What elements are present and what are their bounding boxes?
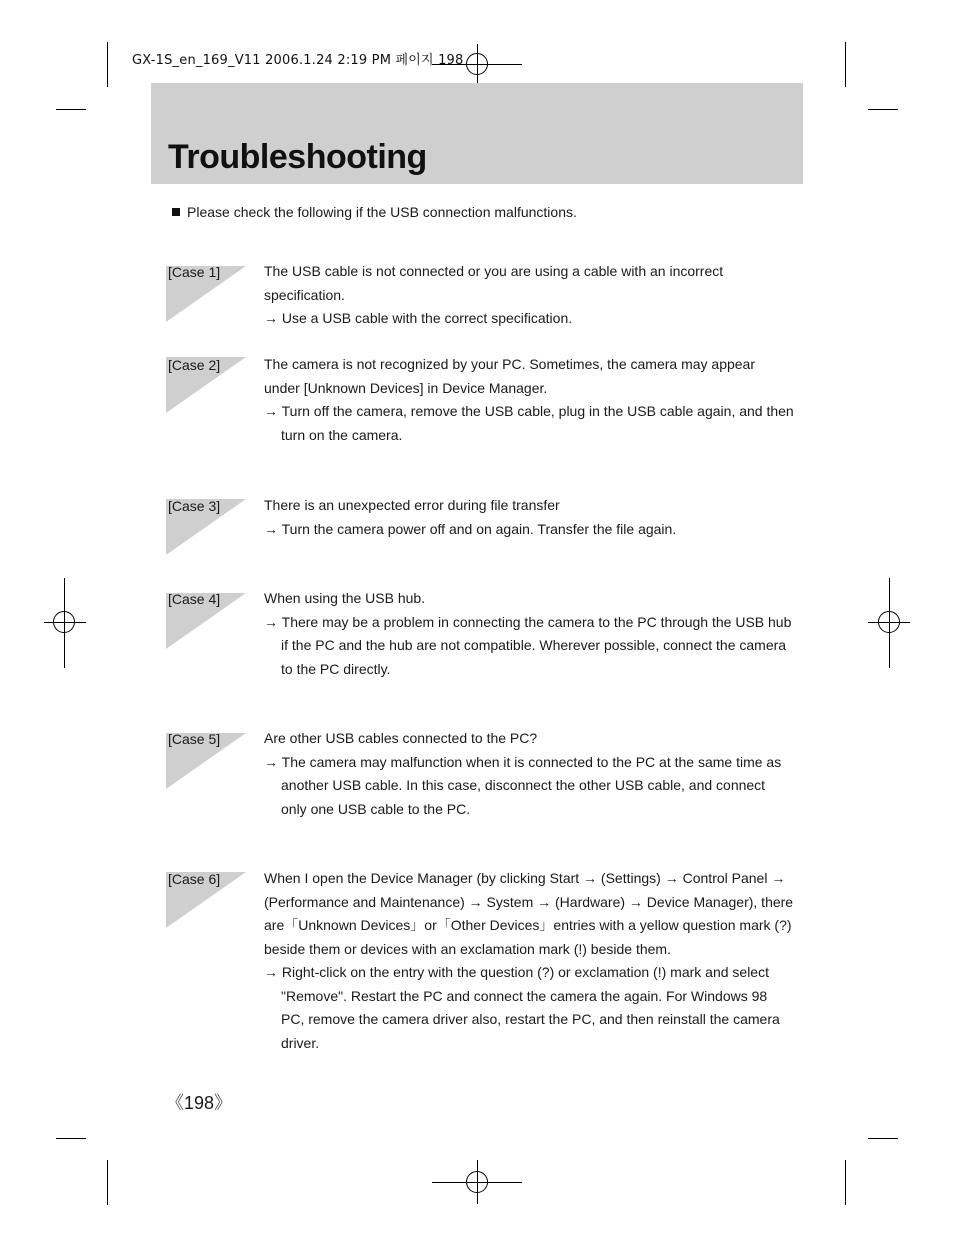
page-number: 《198》 [166, 1093, 233, 1113]
case-1-solution: → Use a USB cable with the correct specification. [264, 310, 573, 326]
case-3-body [264, 494, 794, 541]
case-6-label: [Case 6] [168, 871, 221, 887]
case-6-solution: → Right-click on the entry with the question (?) or exclamation (!) mark and select "Remove". Restart the PC and connect the camera the again. For Windows 98 PC, remove the camera driver also, restart the PC, and then reinstall the camera driver. [264, 964, 780, 1051]
case-6-body [264, 867, 794, 1055]
case-3-label: [Case 3] [168, 498, 221, 514]
case-4-problem: When using the USB hub. [264, 590, 426, 606]
print-header: GX-1S_en_169_V11 2006.1.24 2:19 PM 페이지 198 [132, 53, 464, 68]
case-4-body [264, 587, 794, 681]
case-5-problem: Are other USB cables connected to the PC? [264, 730, 538, 746]
case-1-label: [Case 1] [168, 264, 221, 280]
crop-mark [845, 1160, 846, 1205]
case-2-label: [Case 2] [168, 357, 221, 373]
case-5-label: [Case 5] [168, 731, 221, 747]
case-6-problem: When I open the Device Manager (by clicking Start → (Settings) → Control Panel → (Performance and Maintenance) → System → (Hardware) → Device Manager), there are「Unknown Devices」or「Other Devices」entries with a yellow question mark (?) beside them or devices with an exclamation mark (!) beside them. [264, 870, 794, 957]
crop-mark [868, 109, 898, 110]
case-2-body [264, 353, 794, 447]
case-1-problem: The USB cable is not connected or you are using a cable with an incorrect specification. [264, 263, 724, 303]
case-2-problem: The camera is not recognized by your PC. Sometimes, the camera may appear under [Unknown Devices] in Device Manager. [264, 356, 755, 396]
registration-line [477, 1160, 478, 1204]
registration-line [868, 622, 910, 623]
case-5-body [264, 727, 794, 821]
case-3-solution: → Turn the camera power off and on again. Transfer the file again. [264, 520, 677, 537]
case-1-body [264, 260, 794, 331]
crop-mark [56, 109, 86, 110]
case-2-solution: → Turn off the camera, remove the USB cable, plug in the USB cable again, and then turn on the camera. [264, 403, 794, 443]
square-bullet-icon [172, 208, 180, 216]
case-5-solution: → The camera may malfunction when it is connected to the PC at the same time as another USB cable. In this case, disconnect the other USB cable, and connect only one USB cable to the PC. [264, 753, 782, 817]
crop-mark [56, 1138, 86, 1139]
registration-line [477, 44, 478, 84]
crop-mark [107, 42, 108, 87]
case-3-problem: There is an unexpected error during file transfer [264, 497, 560, 513]
page-title: Troubleshooting [168, 138, 427, 176]
intro-text [172, 204, 577, 220]
registration-line [64, 578, 65, 668]
case-4-label: [Case 4] [168, 591, 221, 607]
crop-mark [107, 1160, 108, 1205]
registration-line [889, 578, 890, 668]
intro-label: Please check the following if the USB connection malfunctions. [187, 204, 577, 220]
crop-mark [845, 42, 846, 87]
case-4-solution: → There may be a problem in connecting the camera to the PC through the USB hub if the PC and the hub are not compatible. Wherever possible, connect the camera to the PC directly. [264, 613, 792, 677]
crop-mark [868, 1138, 898, 1139]
registration-line [44, 622, 86, 623]
